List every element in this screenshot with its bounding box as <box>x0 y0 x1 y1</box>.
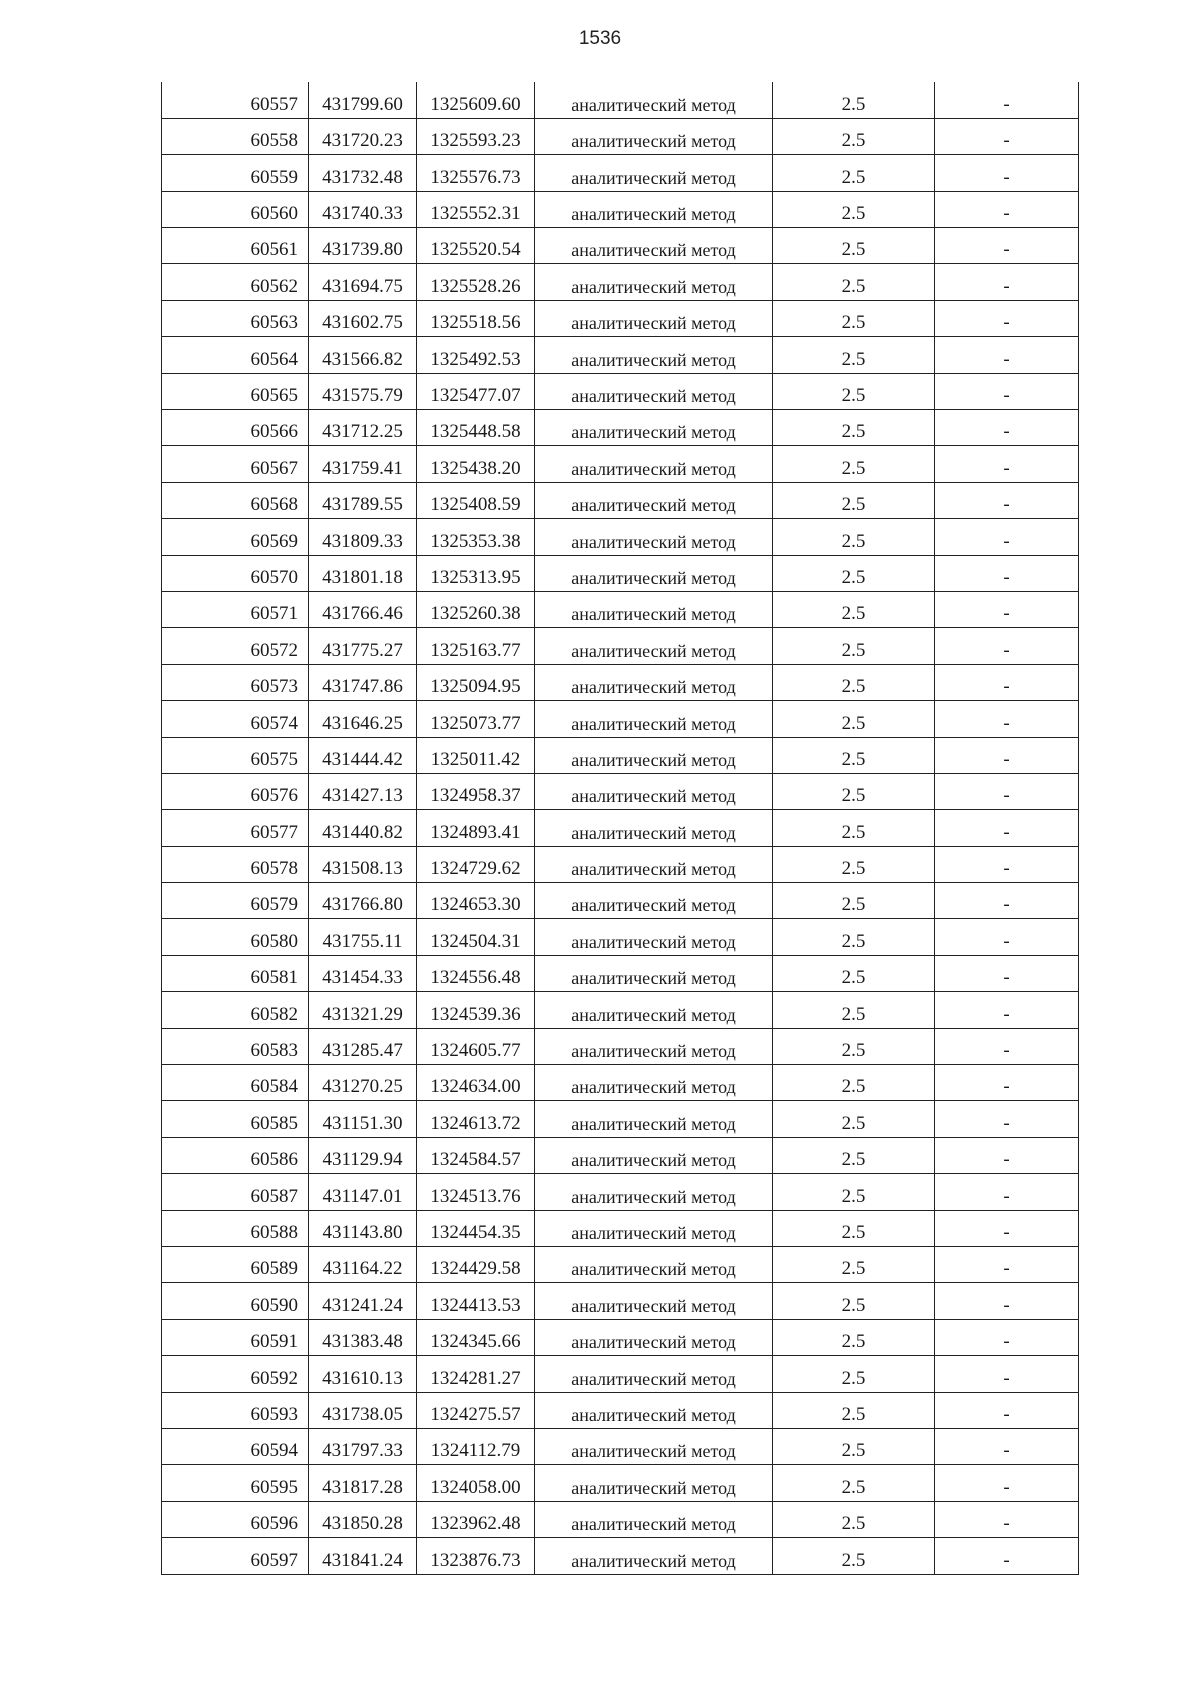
x-coordinate-cell: 431775.27 <box>309 628 417 664</box>
accuracy-cell: 2.5 <box>773 1428 935 1464</box>
y-coordinate-cell: 1324275.57 <box>417 1392 535 1428</box>
x-coordinate-cell: 431841.24 <box>309 1538 417 1574</box>
method-cell: аналитический метод <box>535 1465 773 1501</box>
note-cell: - <box>935 591 1079 627</box>
point-number-cell: 60560 <box>162 191 309 227</box>
table-row <box>162 1501 1079 1537</box>
y-coordinate-cell: 1325492.53 <box>417 337 535 373</box>
x-coordinate-cell: 431241.24 <box>309 1283 417 1319</box>
x-coordinate-cell: 431151.30 <box>309 1101 417 1137</box>
x-coordinate-cell: 431646.25 <box>309 701 417 737</box>
table-row <box>162 1101 1079 1137</box>
accuracy-cell: 2.5 <box>773 773 935 809</box>
point-number-cell: 60577 <box>162 810 309 846</box>
y-coordinate-cell: 1325163.77 <box>417 628 535 664</box>
y-coordinate-cell: 1324504.31 <box>417 919 535 955</box>
x-coordinate-cell: 431147.01 <box>309 1174 417 1210</box>
table-row <box>162 1428 1079 1464</box>
point-number-cell: 60573 <box>162 664 309 700</box>
accuracy-cell: 2.5 <box>773 118 935 154</box>
point-number-cell: 60571 <box>162 591 309 627</box>
accuracy-cell: 2.5 <box>773 1538 935 1574</box>
point-number-cell: 60587 <box>162 1174 309 1210</box>
point-number-cell: 60566 <box>162 410 309 446</box>
y-coordinate-cell: 1324058.00 <box>417 1465 535 1501</box>
method-cell: аналитический метод <box>535 228 773 264</box>
table-row <box>162 373 1079 409</box>
method-cell: аналитический метод <box>535 1428 773 1464</box>
method-cell: аналитический метод <box>535 992 773 1028</box>
y-coordinate-cell: 1324958.37 <box>417 773 535 809</box>
point-number-cell: 60565 <box>162 373 309 409</box>
y-coordinate-cell: 1324634.00 <box>417 1065 535 1101</box>
x-coordinate-cell: 431797.33 <box>309 1428 417 1464</box>
note-cell: - <box>935 482 1079 518</box>
method-cell: аналитический метод <box>535 373 773 409</box>
accuracy-cell: 2.5 <box>773 846 935 882</box>
accuracy-cell: 2.5 <box>773 482 935 518</box>
note-cell: - <box>935 373 1079 409</box>
note-cell: - <box>935 1538 1079 1574</box>
note-cell: - <box>935 810 1079 846</box>
method-cell: аналитический метод <box>535 1356 773 1392</box>
point-number-cell: 60589 <box>162 1247 309 1283</box>
y-coordinate-cell: 1325576.73 <box>417 155 535 191</box>
accuracy-cell: 2.5 <box>773 1501 935 1537</box>
x-coordinate-cell: 431321.29 <box>309 992 417 1028</box>
accuracy-cell: 2.5 <box>773 628 935 664</box>
x-coordinate-cell: 431720.23 <box>309 118 417 154</box>
note-cell: - <box>935 228 1079 264</box>
x-coordinate-cell: 431164.22 <box>309 1247 417 1283</box>
point-number-cell: 60569 <box>162 519 309 555</box>
x-coordinate-cell: 431766.46 <box>309 591 417 627</box>
accuracy-cell: 2.5 <box>773 664 935 700</box>
point-number-cell: 60564 <box>162 337 309 373</box>
y-coordinate-cell: 1324556.48 <box>417 955 535 991</box>
x-coordinate-cell: 431739.80 <box>309 228 417 264</box>
table-row <box>162 1210 1079 1246</box>
table-row <box>162 191 1079 227</box>
method-cell: аналитический метод <box>535 1392 773 1428</box>
accuracy-cell: 2.5 <box>773 1137 935 1173</box>
accuracy-cell: 2.5 <box>773 1283 935 1319</box>
note-cell: - <box>935 446 1079 482</box>
accuracy-cell: 2.5 <box>773 1065 935 1101</box>
point-number-cell: 60582 <box>162 992 309 1028</box>
note-cell: - <box>935 1247 1079 1283</box>
y-coordinate-cell: 1325477.07 <box>417 373 535 409</box>
accuracy-cell: 2.5 <box>773 737 935 773</box>
accuracy-cell: 2.5 <box>773 555 935 591</box>
x-coordinate-cell: 431732.48 <box>309 155 417 191</box>
table-row <box>162 1247 1079 1283</box>
x-coordinate-cell: 431799.60 <box>309 82 417 118</box>
x-coordinate-cell: 431270.25 <box>309 1065 417 1101</box>
y-coordinate-cell: 1324729.62 <box>417 846 535 882</box>
point-number-cell: 60579 <box>162 883 309 919</box>
point-number-cell: 60590 <box>162 1283 309 1319</box>
method-cell: аналитический метод <box>535 883 773 919</box>
table-row <box>162 810 1079 846</box>
table-row <box>162 846 1079 882</box>
method-cell: аналитический метод <box>535 519 773 555</box>
x-coordinate-cell: 431755.11 <box>309 919 417 955</box>
x-coordinate-cell: 431738.05 <box>309 1392 417 1428</box>
accuracy-cell: 2.5 <box>773 191 935 227</box>
y-coordinate-cell: 1325094.95 <box>417 664 535 700</box>
y-coordinate-cell: 1325438.20 <box>417 446 535 482</box>
accuracy-cell: 2.5 <box>773 1465 935 1501</box>
point-number-cell: 60580 <box>162 919 309 955</box>
accuracy-cell: 2.5 <box>773 1174 935 1210</box>
method-cell: аналитический метод <box>535 446 773 482</box>
point-number-cell: 60562 <box>162 264 309 300</box>
x-coordinate-cell: 431129.94 <box>309 1137 417 1173</box>
note-cell: - <box>935 1283 1079 1319</box>
note-cell: - <box>935 1465 1079 1501</box>
accuracy-cell: 2.5 <box>773 919 935 955</box>
y-coordinate-cell: 1323962.48 <box>417 1501 535 1537</box>
note-cell: - <box>935 1137 1079 1173</box>
method-cell: аналитический метод <box>535 628 773 664</box>
note-cell: - <box>935 1101 1079 1137</box>
accuracy-cell: 2.5 <box>773 300 935 336</box>
method-cell: аналитический метод <box>535 118 773 154</box>
method-cell: аналитический метод <box>535 1137 773 1173</box>
x-coordinate-cell: 431575.79 <box>309 373 417 409</box>
note-cell: - <box>935 1065 1079 1101</box>
point-number-cell: 60581 <box>162 955 309 991</box>
note-cell: - <box>935 628 1079 664</box>
table-row <box>162 519 1079 555</box>
table-row <box>162 628 1079 664</box>
y-coordinate-cell: 1324429.58 <box>417 1247 535 1283</box>
y-coordinate-cell: 1324345.66 <box>417 1319 535 1355</box>
point-number-cell: 60559 <box>162 155 309 191</box>
table-row <box>162 1283 1079 1319</box>
y-coordinate-cell: 1324605.77 <box>417 1028 535 1064</box>
table-row <box>162 1028 1079 1064</box>
point-number-cell: 60576 <box>162 773 309 809</box>
note-cell: - <box>935 1501 1079 1537</box>
x-coordinate-cell: 431383.48 <box>309 1319 417 1355</box>
y-coordinate-cell: 1325609.60 <box>417 82 535 118</box>
y-coordinate-cell: 1325011.42 <box>417 737 535 773</box>
table-row <box>162 118 1079 154</box>
y-coordinate-cell: 1324281.27 <box>417 1356 535 1392</box>
y-coordinate-cell: 1325353.38 <box>417 519 535 555</box>
method-cell: аналитический метод <box>535 82 773 118</box>
x-coordinate-cell: 431747.86 <box>309 664 417 700</box>
table-body <box>162 82 1079 1574</box>
note-cell: - <box>935 519 1079 555</box>
accuracy-cell: 2.5 <box>773 955 935 991</box>
y-coordinate-cell: 1325528.26 <box>417 264 535 300</box>
y-coordinate-cell: 1325593.23 <box>417 118 535 154</box>
x-coordinate-cell: 431809.33 <box>309 519 417 555</box>
method-cell: аналитический метод <box>535 1174 773 1210</box>
y-coordinate-cell: 1324584.57 <box>417 1137 535 1173</box>
y-coordinate-cell: 1325408.59 <box>417 482 535 518</box>
method-cell: аналитический метод <box>535 664 773 700</box>
note-cell: - <box>935 82 1079 118</box>
method-cell: аналитический метод <box>535 773 773 809</box>
x-coordinate-cell: 431427.13 <box>309 773 417 809</box>
method-cell: аналитический метод <box>535 701 773 737</box>
y-coordinate-cell: 1325448.58 <box>417 410 535 446</box>
accuracy-cell: 2.5 <box>773 337 935 373</box>
note-cell: - <box>935 1174 1079 1210</box>
y-coordinate-cell: 1324413.53 <box>417 1283 535 1319</box>
note-cell: - <box>935 118 1079 154</box>
method-cell: аналитический метод <box>535 1065 773 1101</box>
note-cell: - <box>935 555 1079 591</box>
method-cell: аналитический метод <box>535 1210 773 1246</box>
point-number-cell: 60570 <box>162 555 309 591</box>
table-row <box>162 446 1079 482</box>
accuracy-cell: 2.5 <box>773 1101 935 1137</box>
coordinates-table <box>161 82 1079 1575</box>
table-row <box>162 482 1079 518</box>
method-cell: аналитический метод <box>535 1028 773 1064</box>
y-coordinate-cell: 1325260.38 <box>417 591 535 627</box>
x-coordinate-cell: 431143.80 <box>309 1210 417 1246</box>
note-cell: - <box>935 955 1079 991</box>
point-number-cell: 60558 <box>162 118 309 154</box>
method-cell: аналитический метод <box>535 337 773 373</box>
table-row <box>162 228 1079 264</box>
accuracy-cell: 2.5 <box>773 1247 935 1283</box>
point-number-cell: 60557 <box>162 82 309 118</box>
method-cell: аналитический метод <box>535 482 773 518</box>
table-row <box>162 1319 1079 1355</box>
x-coordinate-cell: 431566.82 <box>309 337 417 373</box>
note-cell: - <box>935 1319 1079 1355</box>
table-row <box>162 1465 1079 1501</box>
note-cell: - <box>935 1210 1079 1246</box>
accuracy-cell: 2.5 <box>773 410 935 446</box>
table-row <box>162 300 1079 336</box>
y-coordinate-cell: 1324653.30 <box>417 883 535 919</box>
method-cell: аналитический метод <box>535 264 773 300</box>
point-number-cell: 60592 <box>162 1356 309 1392</box>
accuracy-cell: 2.5 <box>773 228 935 264</box>
point-number-cell: 60583 <box>162 1028 309 1064</box>
y-coordinate-cell: 1325073.77 <box>417 701 535 737</box>
method-cell: аналитический метод <box>535 810 773 846</box>
x-coordinate-cell: 431817.28 <box>309 1465 417 1501</box>
point-number-cell: 60593 <box>162 1392 309 1428</box>
y-coordinate-cell: 1325520.54 <box>417 228 535 264</box>
note-cell: - <box>935 737 1079 773</box>
note-cell: - <box>935 992 1079 1028</box>
point-number-cell: 60588 <box>162 1210 309 1246</box>
point-number-cell: 60584 <box>162 1065 309 1101</box>
note-cell: - <box>935 773 1079 809</box>
x-coordinate-cell: 431508.13 <box>309 846 417 882</box>
accuracy-cell: 2.5 <box>773 1356 935 1392</box>
note-cell: - <box>935 337 1079 373</box>
table-row <box>162 955 1079 991</box>
table-row <box>162 664 1079 700</box>
y-coordinate-cell: 1324539.36 <box>417 992 535 1028</box>
point-number-cell: 60595 <box>162 1465 309 1501</box>
note-cell: - <box>935 1356 1079 1392</box>
method-cell: аналитический метод <box>535 737 773 773</box>
table-row <box>162 555 1079 591</box>
accuracy-cell: 2.5 <box>773 264 935 300</box>
table-row <box>162 883 1079 919</box>
accuracy-cell: 2.5 <box>773 1028 935 1064</box>
method-cell: аналитический метод <box>535 846 773 882</box>
note-cell: - <box>935 264 1079 300</box>
point-number-cell: 60568 <box>162 482 309 518</box>
method-cell: аналитический метод <box>535 300 773 336</box>
method-cell: аналитический метод <box>535 955 773 991</box>
x-coordinate-cell: 431850.28 <box>309 1501 417 1537</box>
accuracy-cell: 2.5 <box>773 591 935 627</box>
method-cell: аналитический метод <box>535 410 773 446</box>
accuracy-cell: 2.5 <box>773 810 935 846</box>
accuracy-cell: 2.5 <box>773 446 935 482</box>
point-number-cell: 60561 <box>162 228 309 264</box>
accuracy-cell: 2.5 <box>773 155 935 191</box>
method-cell: аналитический метод <box>535 1501 773 1537</box>
note-cell: - <box>935 410 1079 446</box>
method-cell: аналитический метод <box>535 1283 773 1319</box>
accuracy-cell: 2.5 <box>773 1210 935 1246</box>
x-coordinate-cell: 431759.41 <box>309 446 417 482</box>
table-row <box>162 701 1079 737</box>
method-cell: аналитический метод <box>535 1247 773 1283</box>
y-coordinate-cell: 1324112.79 <box>417 1428 535 1464</box>
note-cell: - <box>935 1428 1079 1464</box>
method-cell: аналитический метод <box>535 919 773 955</box>
table-row <box>162 591 1079 627</box>
note-cell: - <box>935 846 1079 882</box>
accuracy-cell: 2.5 <box>773 82 935 118</box>
page-number: 1536 <box>578 28 622 49</box>
note-cell: - <box>935 155 1079 191</box>
table-row <box>162 264 1079 300</box>
accuracy-cell: 2.5 <box>773 992 935 1028</box>
note-cell: - <box>935 919 1079 955</box>
note-cell: - <box>935 1392 1079 1428</box>
note-cell: - <box>935 883 1079 919</box>
note-cell: - <box>935 191 1079 227</box>
y-coordinate-cell: 1324513.76 <box>417 1174 535 1210</box>
method-cell: аналитический метод <box>535 1319 773 1355</box>
x-coordinate-cell: 431789.55 <box>309 482 417 518</box>
accuracy-cell: 2.5 <box>773 519 935 555</box>
x-coordinate-cell: 431712.25 <box>309 410 417 446</box>
x-coordinate-cell: 431740.33 <box>309 191 417 227</box>
note-cell: - <box>935 664 1079 700</box>
point-number-cell: 60594 <box>162 1428 309 1464</box>
table-row <box>162 410 1079 446</box>
point-number-cell: 60586 <box>162 1137 309 1173</box>
y-coordinate-cell: 1325518.56 <box>417 300 535 336</box>
table-row <box>162 1356 1079 1392</box>
accuracy-cell: 2.5 <box>773 883 935 919</box>
table-row <box>162 1137 1079 1173</box>
table-row <box>162 1174 1079 1210</box>
table-row <box>162 992 1079 1028</box>
table-row <box>162 773 1079 809</box>
note-cell: - <box>935 1028 1079 1064</box>
method-cell: аналитический метод <box>535 555 773 591</box>
table-row <box>162 155 1079 191</box>
x-coordinate-cell: 431285.47 <box>309 1028 417 1064</box>
accuracy-cell: 2.5 <box>773 1319 935 1355</box>
y-coordinate-cell: 1324613.72 <box>417 1101 535 1137</box>
table-row <box>162 82 1079 118</box>
x-coordinate-cell: 431694.75 <box>309 264 417 300</box>
method-cell: аналитический метод <box>535 155 773 191</box>
point-number-cell: 60578 <box>162 846 309 882</box>
accuracy-cell: 2.5 <box>773 701 935 737</box>
x-coordinate-cell: 431766.80 <box>309 883 417 919</box>
point-number-cell: 60596 <box>162 1501 309 1537</box>
x-coordinate-cell: 431440.82 <box>309 810 417 846</box>
y-coordinate-cell: 1324454.35 <box>417 1210 535 1246</box>
point-number-cell: 60591 <box>162 1319 309 1355</box>
table-row <box>162 337 1079 373</box>
note-cell: - <box>935 300 1079 336</box>
table-row <box>162 1538 1079 1574</box>
note-cell: - <box>935 701 1079 737</box>
x-coordinate-cell: 431610.13 <box>309 1356 417 1392</box>
accuracy-cell: 2.5 <box>773 373 935 409</box>
table-row <box>162 1392 1079 1428</box>
table-row <box>162 737 1079 773</box>
point-number-cell: 60585 <box>162 1101 309 1137</box>
point-number-cell: 60597 <box>162 1538 309 1574</box>
x-coordinate-cell: 431602.75 <box>309 300 417 336</box>
point-number-cell: 60567 <box>162 446 309 482</box>
method-cell: аналитический метод <box>535 1101 773 1137</box>
x-coordinate-cell: 431454.33 <box>309 955 417 991</box>
x-coordinate-cell: 431444.42 <box>309 737 417 773</box>
point-number-cell: 60563 <box>162 300 309 336</box>
x-coordinate-cell: 431801.18 <box>309 555 417 591</box>
method-cell: аналитический метод <box>535 1538 773 1574</box>
method-cell: аналитический метод <box>535 591 773 627</box>
point-number-cell: 60574 <box>162 701 309 737</box>
y-coordinate-cell: 1325552.31 <box>417 191 535 227</box>
table-row <box>162 919 1079 955</box>
table-row <box>162 1065 1079 1101</box>
point-number-cell: 60572 <box>162 628 309 664</box>
method-cell: аналитический метод <box>535 191 773 227</box>
y-coordinate-cell: 1324893.41 <box>417 810 535 846</box>
y-coordinate-cell: 1323876.73 <box>417 1538 535 1574</box>
point-number-cell: 60575 <box>162 737 309 773</box>
y-coordinate-cell: 1325313.95 <box>417 555 535 591</box>
accuracy-cell: 2.5 <box>773 1392 935 1428</box>
